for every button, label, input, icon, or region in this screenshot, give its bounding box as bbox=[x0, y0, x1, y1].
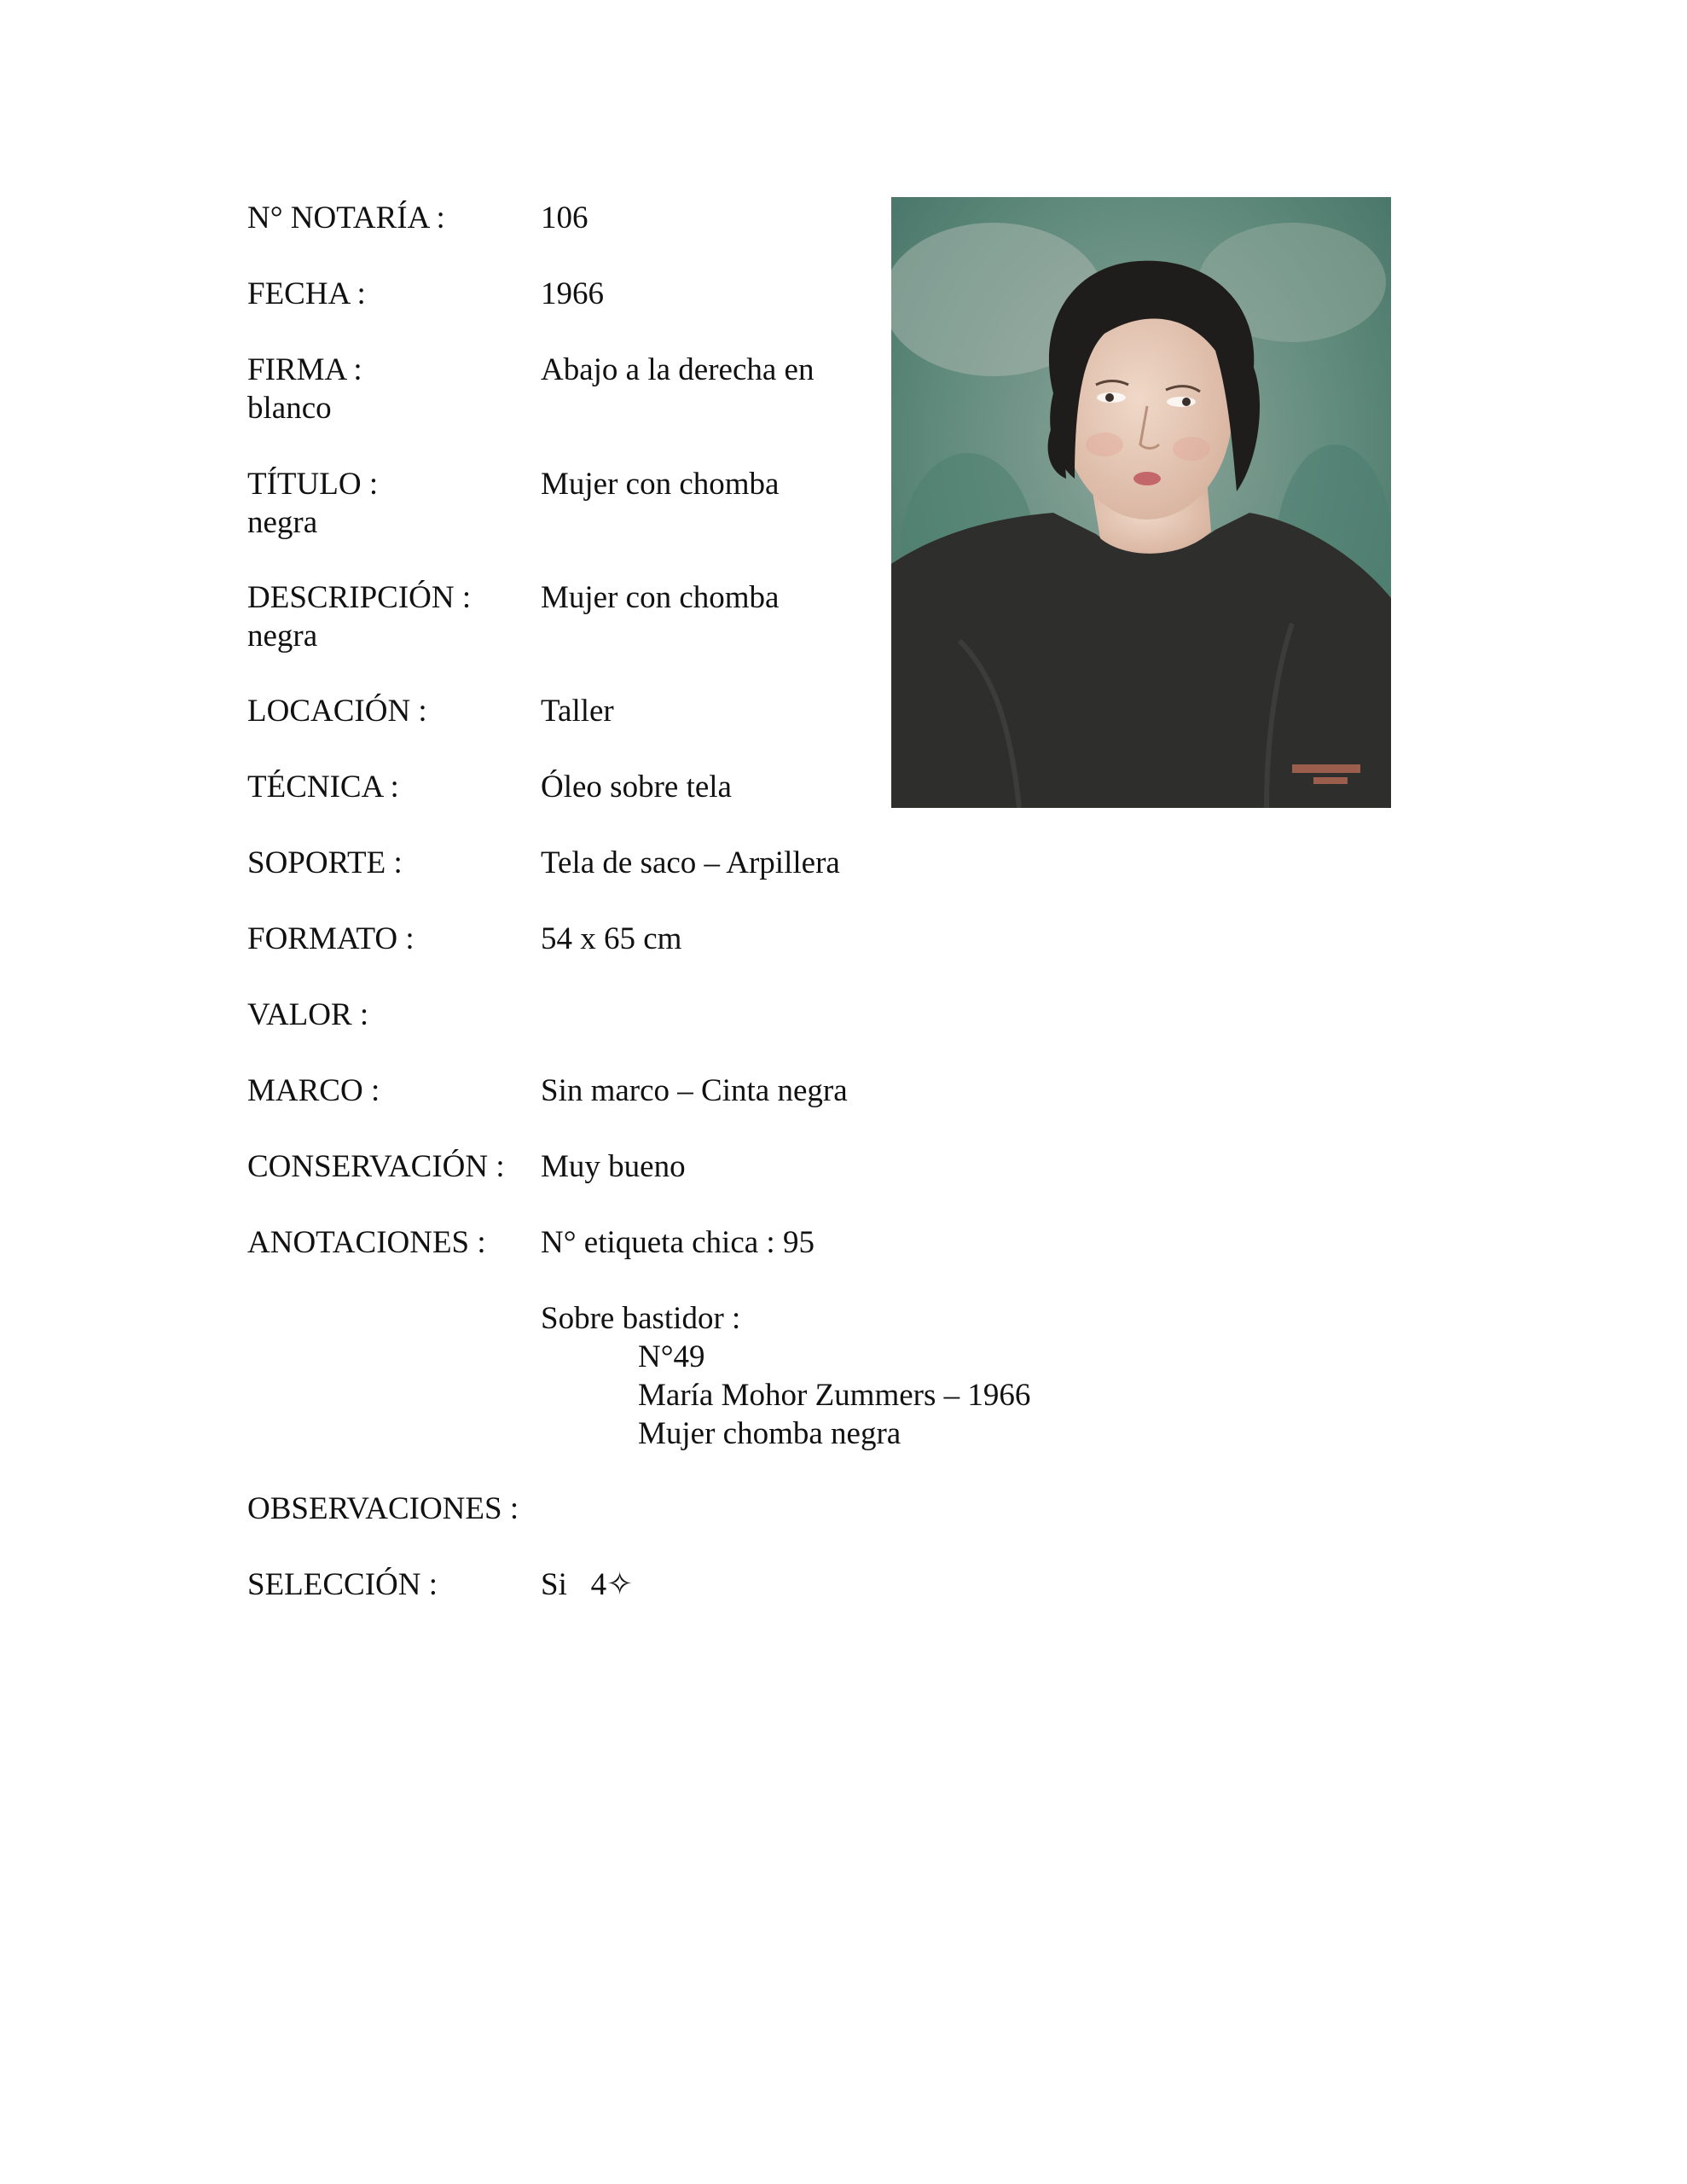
sweater-shape bbox=[891, 513, 1391, 808]
bastidor-line: N°49 bbox=[638, 1339, 705, 1374]
locacion-label: LOCACIÓN : bbox=[247, 694, 427, 729]
soporte-label: SOPORTE : bbox=[247, 845, 403, 880]
valor-label: VALOR : bbox=[247, 997, 369, 1032]
formato-label: FORMATO : bbox=[247, 921, 415, 956]
firma-label: FIRMA : bbox=[247, 352, 362, 387]
firma-value: Abajo a la derecha en bbox=[541, 352, 815, 387]
bastidor-heading: Sobre bastidor : bbox=[541, 1301, 741, 1336]
artwork-image bbox=[891, 197, 1391, 808]
firma-value-continuation: blanco bbox=[247, 391, 332, 426]
anotaciones-value: N° etiqueta chica : 95 bbox=[541, 1225, 815, 1260]
descripcion-label: DESCRIPCIÓN : bbox=[247, 580, 472, 615]
observaciones-label: OBSERVACIONES : bbox=[247, 1491, 519, 1526]
titulo-value-continuation: negra bbox=[247, 505, 318, 540]
seleccion-value: Si 4✧ bbox=[541, 1567, 634, 1602]
locacion-value: Taller bbox=[541, 694, 614, 729]
bastidor-line: Mujer chomba negra bbox=[638, 1416, 901, 1451]
tecnica-value: Óleo sobre tela bbox=[541, 770, 732, 804]
fecha-value: 1966 bbox=[541, 276, 604, 311]
notaria-value: 106 bbox=[541, 200, 588, 235]
fecha-label: FECHA : bbox=[247, 276, 366, 311]
soporte-value: Tela de saco – Arpillera bbox=[541, 845, 840, 880]
tecnica-label: TÉCNICA : bbox=[247, 770, 399, 804]
titulo-value: Mujer con chomba bbox=[541, 467, 780, 502]
descripcion-value-continuation: negra bbox=[247, 619, 318, 653]
conservacion-value: Muy bueno bbox=[541, 1149, 686, 1184]
marco-value: Sin marco – Cinta negra bbox=[541, 1073, 848, 1108]
anotaciones-label: ANOTACIONES : bbox=[247, 1225, 486, 1260]
descripcion-value: Mujer con chomba bbox=[541, 580, 780, 615]
conservacion-label: CONSERVACIÓN : bbox=[247, 1149, 505, 1184]
notaria-label: N° NOTARÍA : bbox=[247, 200, 445, 235]
titulo-label: TÍTULO : bbox=[247, 467, 379, 502]
formato-value: 54 x 65 cm bbox=[541, 921, 682, 956]
seleccion-label: SELECCIÓN : bbox=[247, 1567, 438, 1602]
bastidor-line: María Mohor Zummers – 1966 bbox=[638, 1378, 1031, 1413]
marco-label: MARCO : bbox=[247, 1073, 380, 1108]
